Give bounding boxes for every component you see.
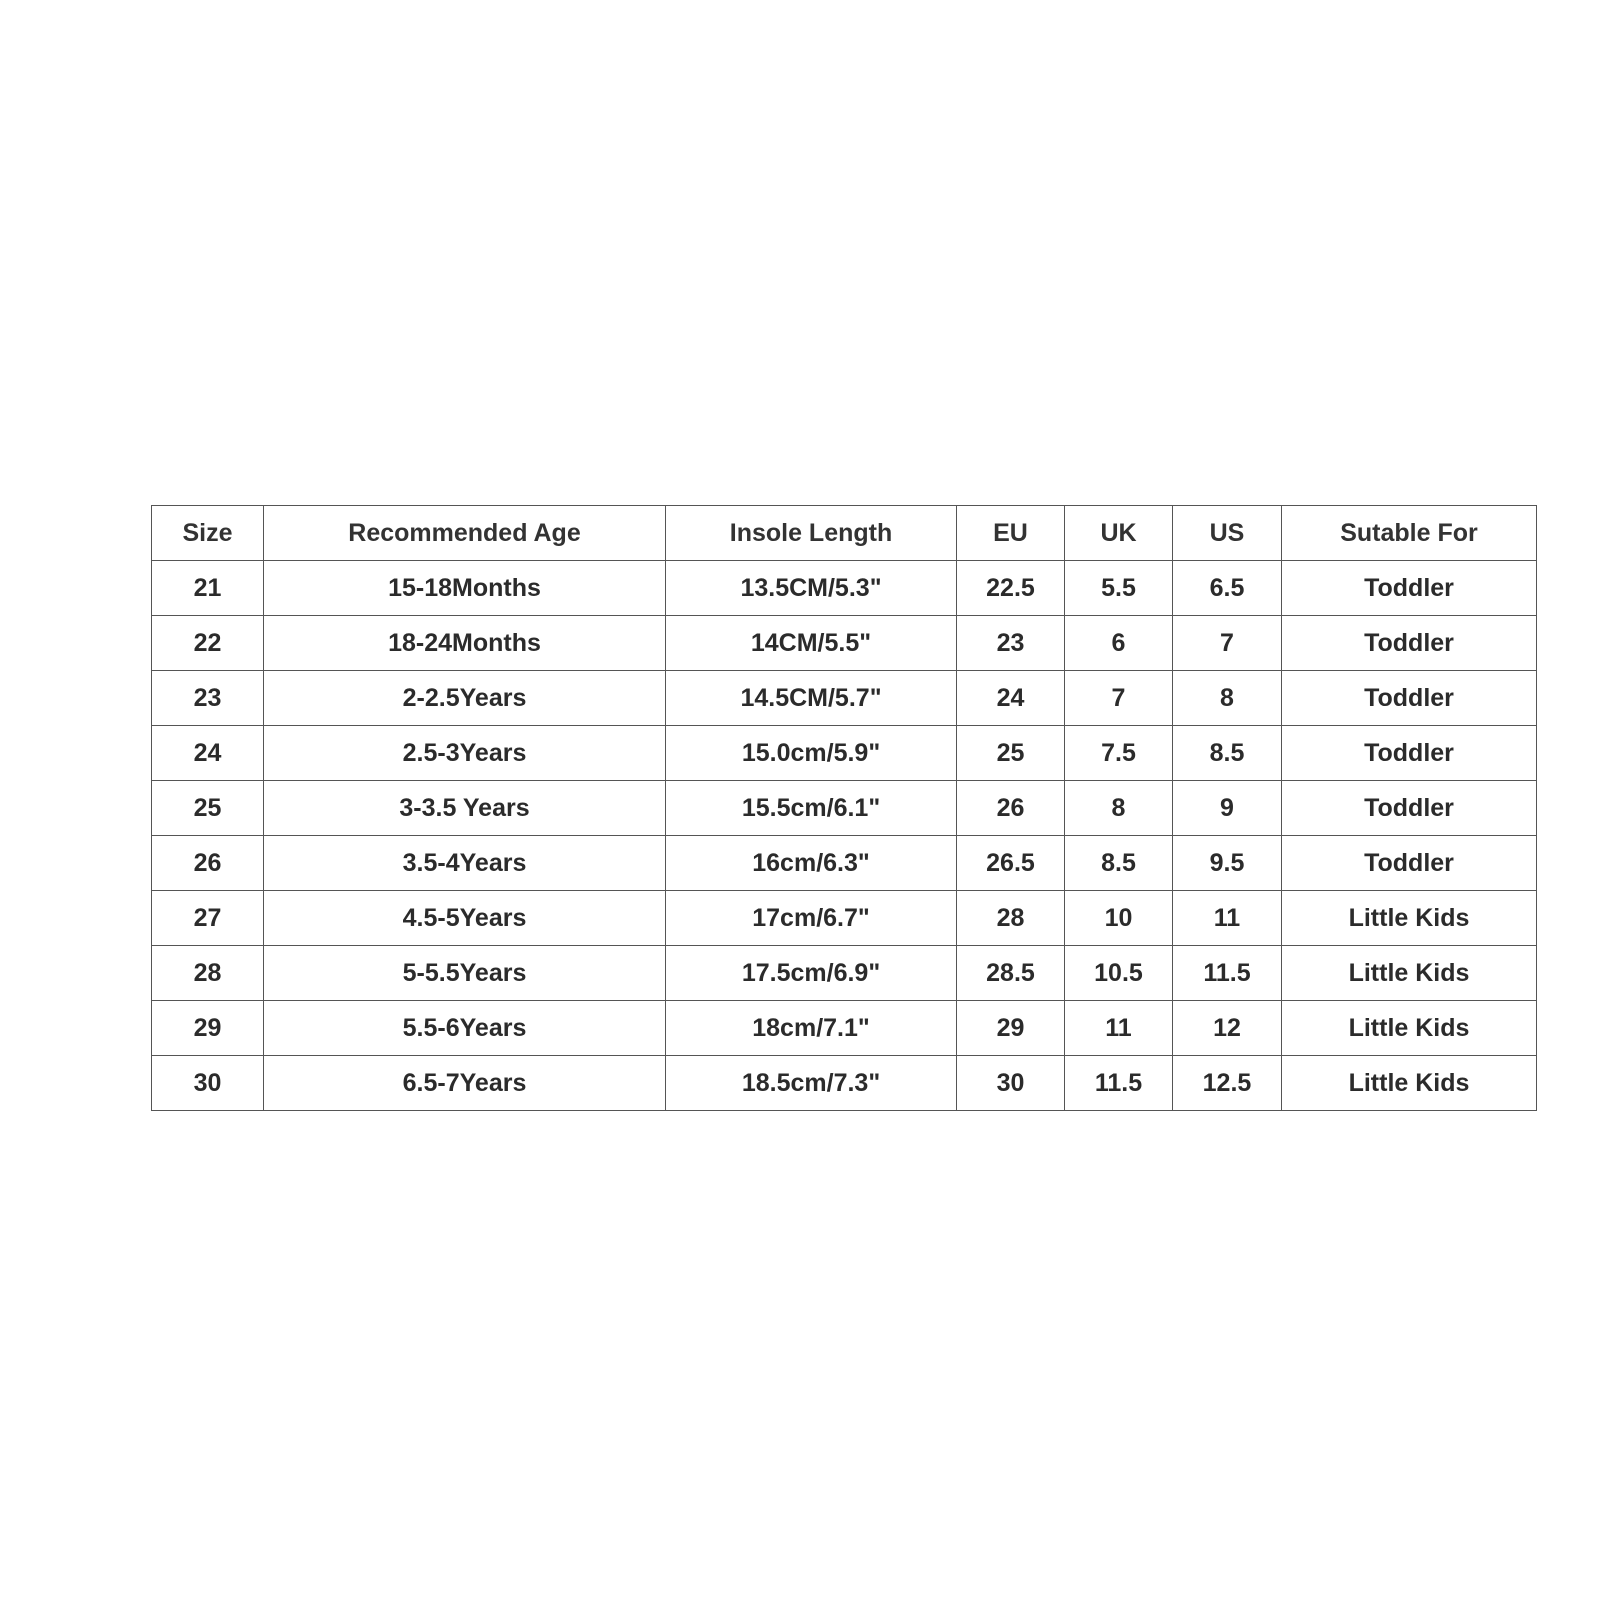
cell-age: 3-3.5 Years (264, 781, 666, 836)
cell-us: 6.5 (1173, 561, 1282, 616)
cell-insole: 18cm/7.1" (666, 1001, 957, 1056)
cell-size: 21 (152, 561, 264, 616)
table-row (152, 561, 1537, 616)
cell-us: 11 (1173, 891, 1282, 946)
cell-eu: 28 (957, 891, 1065, 946)
cell-us: 11.5 (1173, 946, 1282, 1001)
cell-size: 30 (152, 1056, 264, 1111)
cell-size: 23 (152, 671, 264, 726)
cell-eu: 26 (957, 781, 1065, 836)
cell-age: 3.5-4Years (264, 836, 666, 891)
table-row (152, 1001, 1537, 1056)
table-row (152, 891, 1537, 946)
table-body (152, 561, 1537, 1111)
header-size: Size (152, 506, 264, 561)
cell-uk: 8.5 (1065, 836, 1173, 891)
cell-age: 5-5.5Years (264, 946, 666, 1001)
cell-us: 7 (1173, 616, 1282, 671)
cell-us: 9.5 (1173, 836, 1282, 891)
cell-suitable-for: Toddler (1282, 836, 1537, 891)
table-row (152, 946, 1537, 1001)
header-us: US (1173, 506, 1282, 561)
cell-age: 2-2.5Years (264, 671, 666, 726)
cell-us: 8 (1173, 671, 1282, 726)
cell-age: 5.5-6Years (264, 1001, 666, 1056)
cell-eu: 29 (957, 1001, 1065, 1056)
cell-size: 24 (152, 726, 264, 781)
table-row (152, 1056, 1537, 1111)
cell-suitable-for: Little Kids (1282, 891, 1537, 946)
table-header (152, 506, 1537, 561)
cell-uk: 7.5 (1065, 726, 1173, 781)
cell-size: 26 (152, 836, 264, 891)
cell-uk: 6 (1065, 616, 1173, 671)
cell-suitable-for: Toddler (1282, 781, 1537, 836)
header-insole-length: Insole Length (666, 506, 957, 561)
table-row (152, 671, 1537, 726)
size-chart-table (151, 505, 1537, 1111)
cell-insole: 16cm/6.3" (666, 836, 957, 891)
cell-suitable-for: Little Kids (1282, 946, 1537, 1001)
cell-eu: 30 (957, 1056, 1065, 1111)
cell-us: 12 (1173, 1001, 1282, 1056)
header-suitable-for: Sutable For (1282, 506, 1537, 561)
cell-eu: 23 (957, 616, 1065, 671)
cell-insole: 15.5cm/6.1" (666, 781, 957, 836)
cell-age: 6.5-7Years (264, 1056, 666, 1111)
cell-uk: 5.5 (1065, 561, 1173, 616)
cell-suitable-for: Toddler (1282, 561, 1537, 616)
cell-age: 15-18Months (264, 561, 666, 616)
cell-size: 22 (152, 616, 264, 671)
cell-insole: 15.0cm/5.9" (666, 726, 957, 781)
cell-eu: 28.5 (957, 946, 1065, 1001)
cell-us: 9 (1173, 781, 1282, 836)
cell-uk: 11 (1065, 1001, 1173, 1056)
cell-insole: 17.5cm/6.9" (666, 946, 957, 1001)
header-row (152, 506, 1537, 561)
cell-suitable-for: Toddler (1282, 671, 1537, 726)
cell-age: 18-24Months (264, 616, 666, 671)
table-row (152, 616, 1537, 671)
header-eu: EU (957, 506, 1065, 561)
header-recommended-age: Recommended Age (264, 506, 666, 561)
table-row (152, 726, 1537, 781)
cell-suitable-for: Little Kids (1282, 1056, 1537, 1111)
table-row (152, 781, 1537, 836)
cell-uk: 10.5 (1065, 946, 1173, 1001)
cell-uk: 7 (1065, 671, 1173, 726)
cell-uk: 10 (1065, 891, 1173, 946)
cell-insole: 17cm/6.7" (666, 891, 957, 946)
cell-age: 2.5-3Years (264, 726, 666, 781)
cell-suitable-for: Little Kids (1282, 1001, 1537, 1056)
cell-eu: 25 (957, 726, 1065, 781)
cell-suitable-for: Toddler (1282, 726, 1537, 781)
cell-us: 8.5 (1173, 726, 1282, 781)
cell-size: 27 (152, 891, 264, 946)
cell-size: 28 (152, 946, 264, 1001)
cell-insole: 18.5cm/7.3" (666, 1056, 957, 1111)
header-uk: UK (1065, 506, 1173, 561)
cell-us: 12.5 (1173, 1056, 1282, 1111)
cell-suitable-for: Toddler (1282, 616, 1537, 671)
cell-insole: 13.5CM/5.3" (666, 561, 957, 616)
cell-eu: 24 (957, 671, 1065, 726)
cell-eu: 26.5 (957, 836, 1065, 891)
cell-insole: 14.5CM/5.7" (666, 671, 957, 726)
cell-uk: 8 (1065, 781, 1173, 836)
cell-uk: 11.5 (1065, 1056, 1173, 1111)
cell-eu: 22.5 (957, 561, 1065, 616)
cell-size: 25 (152, 781, 264, 836)
table-row (152, 836, 1537, 891)
cell-age: 4.5-5Years (264, 891, 666, 946)
cell-insole: 14CM/5.5" (666, 616, 957, 671)
cell-size: 29 (152, 1001, 264, 1056)
